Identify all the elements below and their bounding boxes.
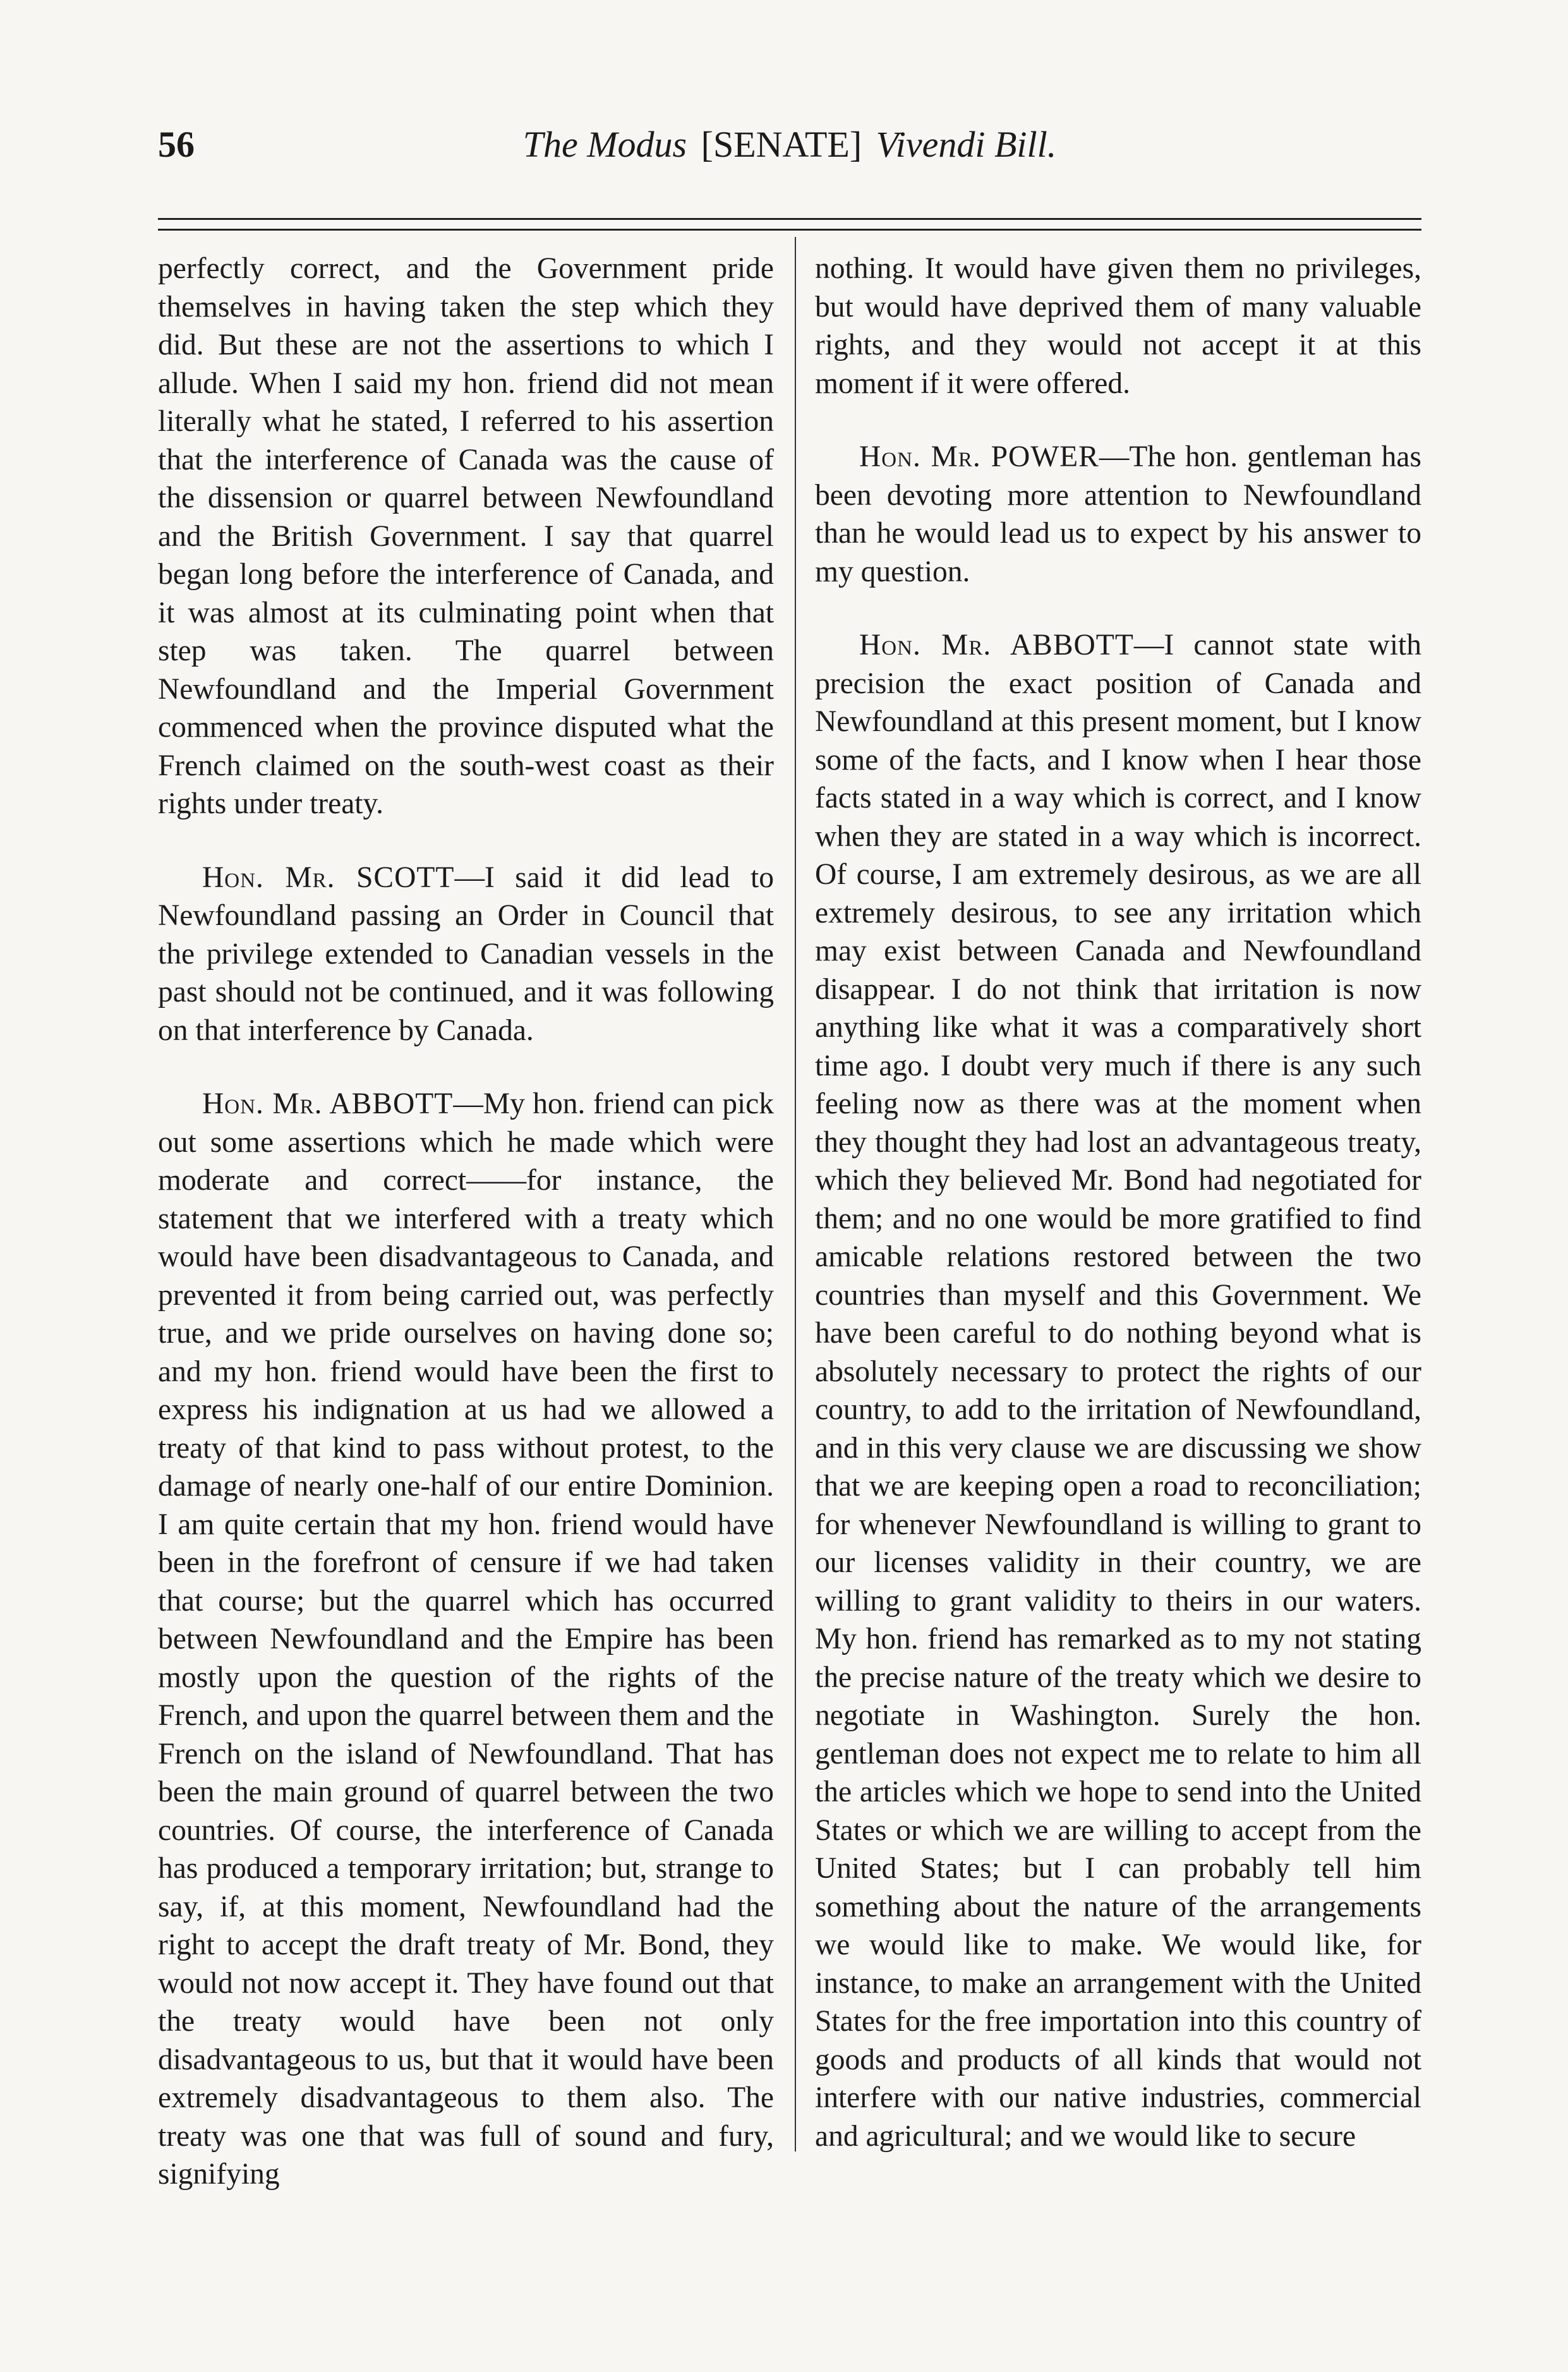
speech-text: —My hon. friend can pick out some assertions which he made which were moderate and correct——for instance, the statement that we interfered with a treaty which would have been disadvantageous to Canada, and prevented it from being carried out, was perfectly true, and we pride ourselves on having done so; and my hon. friend would have been the first to express his indignation at us had we allowed a treaty of that kind to pass without protest, to the damage of nearly one-half of our entire Dominion. I am quite certain that my hon. friend would have been in the forefront of censure if we had taken that course; but the quarrel which has occurred between Newfoundland and the Empire has been mostly upon the question of the rights of the French, and upon the quarrel between them and the French on the island of Newfoundland. That has been the main ground of quarrel between the two countries. Of course, the interference of Canada has produced a temporary irritation; but, strange to say, if, at this moment, Newfoundland had the right to accept the draft treaty of Mr. Bond, they would not now accept it. They have found out that the treaty would have been not only disadvantageous to us, but that it would have been extremely disadvantageous to them also. The treaty was one that was full of sound and fury, signifying xyxy=(158,1087,774,2191)
speech-text: —I said it did lead to Newfoundland passing an Order in Council that the privilege extended to Canadian vessels in the past should not be continued, and it was following on that interference by Canada. xyxy=(158,861,774,1047)
running-title-right: Vivendi Bill. xyxy=(876,124,1057,165)
left-paragraph-1: perfectly correct, and the Government pride themselves in having taken the step which they did. But these are not the assertions to which I allude. When I said my hon. friend did not mean literally what he stated, I referred to his assertion that the interference of Canada was the cause of the dissension or quarrel between Newfoundland and the British Government. I say that quarrel began long before the interference of Canada, and it was almost at its culminating point when that step was taken. The quarrel between Newfoundland and the Imperial Government commenced when the province disputed what the French claimed on the south-west coast as their rights under treaty. xyxy=(158,252,774,820)
running-title-left: The Modus xyxy=(522,124,687,165)
header-rule-top xyxy=(158,218,1421,220)
right-paragraph-3 xyxy=(815,626,1421,2155)
document-page xyxy=(158,111,1421,180)
left-column xyxy=(158,250,774,2194)
page-number: 56 xyxy=(158,124,195,165)
right-column xyxy=(815,250,1421,2155)
column-divider xyxy=(795,237,796,2151)
speaker-name: Hon. Mr. ABBOTT xyxy=(859,629,1134,662)
right-paragraph-1: nothing. It would have given them no privileges, but would have deprived them of many valuable rights, and they would not accept it at this moment if it were offered. xyxy=(815,252,1421,400)
speech-text: —The hon. gentleman has been devoting more attention to Newfoundland than he would lead us to expect by his answer to my question. xyxy=(815,440,1421,588)
right-paragraph-2 xyxy=(815,438,1421,591)
running-title xyxy=(158,123,1421,166)
speech-text: —I cannot state with precision the exact position of Canada and Newfoundland at this present moment, but I know some of the facts, and I know when I hear those facts stated in a way which is correct, and I know when they are stated in a way which is incorrect. Of course, I am extremely desirous, as we are all extremely desirous, to see any irritation which may exist between Canada and Newfoundland disappear. I do not think that irritation is now anything like what it was a comparatively short time ago. I doubt very much if there is any such feeling now as there was at the moment when they thought they had lost an advantageous treaty, which they believed Mr. Bond had negotiated for them; and no one would be more gratified to find amicable relations restored between the two countries than myself and this Government. We have been careful to do nothing beyond what is absolutely necessary to protect the rights of our country, to add to the irritation of Newfoundland, and in this very clause we are discussing we show that we are keeping open a road to reconciliation; for whenever Newfoundland is willing to grant to our licenses validity in their country, we are willing to grant validity to theirs in our waters. My hon. friend has remarked as to my not stating the precise nature of the treaty which we desire to negotiate in Washington. Surely the hon. gentleman does not expect me to relate to him all the articles which we hope to send into the United States or which we are willing to accept from the United States; but I can probably tell him something about the nature of the arrangements we would like to make. We would like, for instance, to make an arrangement with the United States for the free importation into this country of goods and products of all kinds that would not interfere with our native industries, commercial and agricultural; and we would like to secure xyxy=(815,629,1421,2153)
left-paragraph-3 xyxy=(158,1085,774,2194)
header-rule-bottom xyxy=(158,229,1421,231)
speaker-name: Hon. Mr. ABBOTT xyxy=(202,1087,454,1120)
speaker-name: Hon. Mr. POWER xyxy=(859,440,1099,473)
text-columns xyxy=(158,250,1421,2191)
page-header xyxy=(158,111,1421,180)
left-paragraph-2 xyxy=(158,859,774,1050)
running-title-mid: [SENATE] xyxy=(701,124,862,165)
speaker-name: Hon. Mr. SCOTT xyxy=(202,861,455,894)
